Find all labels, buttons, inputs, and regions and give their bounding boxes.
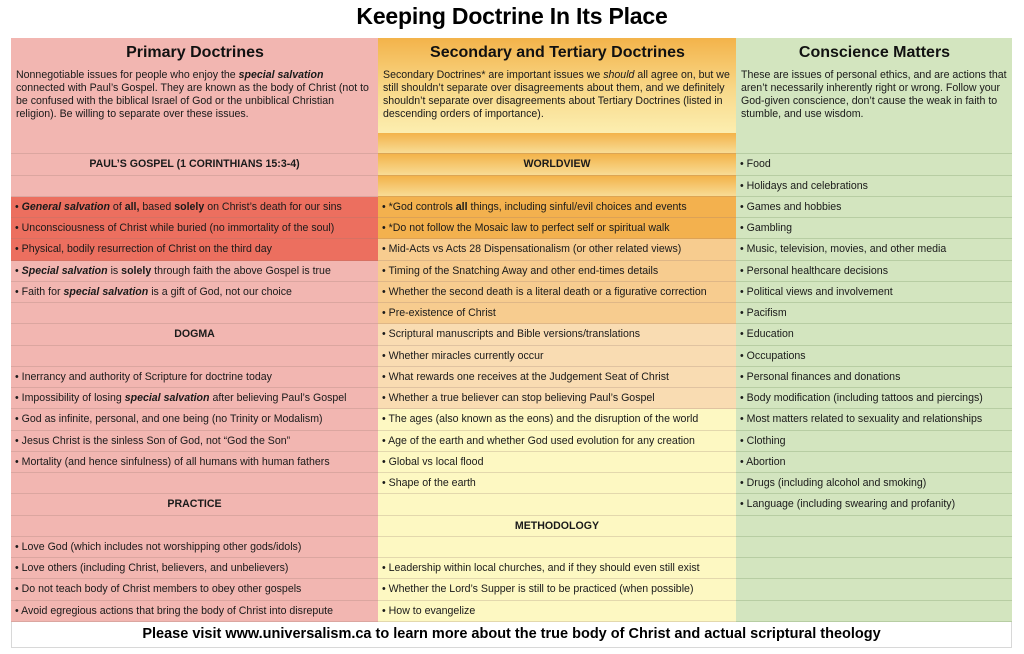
- blank-row: [378, 494, 736, 515]
- list-item: • Inerrancy and authority of Scripture for doctrine today: [11, 367, 378, 388]
- secondary-tertiary-intro: Secondary Doctrines* are important issues we should all agree on, but we still shouldn’t separate over disagreements about them, and we definitely shouldn’t separate over disagreements about Tertiary Doctrines (listed in descending orders of importance).: [383, 69, 730, 120]
- list-item: • Whether miracles currently occur: [378, 346, 736, 367]
- list-item: • Global vs local flood: [378, 452, 736, 473]
- conscience-matters-intro: These are issues of personal ethics, and are actions that aren’t necessarily inherently right or wrong. Follow your God-given conscience, don’t cause the weak in faith to stumble, and use wisdom.: [741, 69, 1007, 120]
- blank-row: [11, 473, 378, 494]
- blank-row: [11, 516, 378, 537]
- list-item: • Timing of the Snatching Away and other end-times details: [378, 261, 736, 282]
- list-item: • Shape of the earth: [378, 473, 736, 494]
- blank-row: [378, 176, 736, 197]
- blank-row: [11, 176, 378, 197]
- blank-row: [11, 133, 378, 154]
- list-item: • Education: [736, 324, 1012, 345]
- list-item: • Do not teach body of Christ members to obey other gospels: [11, 579, 378, 600]
- list-item: • Impossibility of losing special salvation after believing Paul’s Gospel: [11, 388, 378, 409]
- list-item: • God as infinite, personal, and one being (no Trinity or Modalism): [11, 409, 378, 430]
- list-item: • Personal healthcare decisions: [736, 261, 1012, 282]
- blank-row: [11, 303, 378, 324]
- list-item: • Political views and involvement: [736, 282, 1012, 303]
- list-item: • Unconsciousness of Christ while buried (no immortality of the soul): [11, 218, 378, 239]
- list-item: • Mid-Acts vs Acts 28 Dispensationalism (or other related views): [378, 239, 736, 260]
- list-item: • Occupations: [736, 346, 1012, 367]
- list-item: • Games and hobbies: [736, 197, 1012, 218]
- blank-row: [11, 346, 378, 367]
- page-title: Keeping Doctrine In Its Place: [356, 3, 668, 29]
- list-item: • Body modification (including tattoos and piercings): [736, 388, 1012, 409]
- conscience-matters-column: [736, 38, 1012, 622]
- primary-doctrines-column: [11, 38, 378, 622]
- list-item: • Avoid egregious actions that bring the body of Christ into disrepute: [11, 601, 378, 622]
- list-item: • *God controls all things, including sinful/evil choices and events: [378, 197, 736, 218]
- list-item: • Mortality (and hence sinfulness) of all humans with human fathers: [11, 452, 378, 473]
- section-heading-pauls-gospel: PAUL’S GOSPEL (1 CORINTHIANS 15:3-4): [11, 154, 378, 175]
- list-item: • Food: [736, 154, 1012, 175]
- list-item: • Language (including swearing and profanity): [736, 494, 1012, 515]
- list-item: • Jesus Christ is the sinless Son of God, not “God the Son”: [11, 431, 378, 452]
- list-item: • Clothing: [736, 431, 1012, 452]
- blank-row: [378, 133, 736, 154]
- section-heading-worldview: WORLDVIEW: [378, 154, 736, 175]
- primary-doctrines-heading: Primary Doctrines: [126, 44, 264, 61]
- list-item: • Personal finances and donations: [736, 367, 1012, 388]
- list-item: • *Do not follow the Mosaic law to perfect self or spiritual walk: [378, 218, 736, 239]
- list-item: • The ages (also known as the eons) and the disruption of the world: [378, 409, 736, 430]
- list-item: • Abortion: [736, 452, 1012, 473]
- list-item: • Whether the second death is a literal death or a figurative correction: [378, 282, 736, 303]
- list-item: • Pre-existence of Christ: [378, 303, 736, 324]
- list-item: • General salvation of all, based solely on Christ’s death for our sins: [11, 197, 378, 218]
- blank-row: [736, 516, 1012, 537]
- list-item: • Music, television, movies, and other media: [736, 239, 1012, 260]
- conscience-matters-heading: Conscience Matters: [798, 44, 951, 61]
- list-item: • Special salvation is solely through faith the above Gospel is true: [11, 261, 378, 282]
- list-item: • Most matters related to sexuality and relationships: [736, 409, 1012, 430]
- blank-row: [736, 579, 1012, 600]
- primary-doctrines-intro: Nonnegotiable issues for people who enjoy the special salvation connected with Paul’s Gospel. They are known as the body of Christ (not to be confused with the biblical Israel of God or the unbiblical Christian religion). Be willing to separate over these issues.: [16, 69, 369, 120]
- doctrine-table: [11, 38, 1012, 622]
- footer-link-text: Please visit www.universalism.ca to learn more about the true body of Christ and actual scriptural theology: [11, 622, 1012, 648]
- list-item: • Pacifism: [736, 303, 1012, 324]
- list-item: • Whether the Lord’s Supper is still to be practiced (when possible): [378, 579, 736, 600]
- secondary-tertiary-column: [378, 38, 736, 622]
- section-heading-dogma: DOGMA: [11, 324, 378, 345]
- list-item: • Scriptural manuscripts and Bible versions/translations: [378, 324, 736, 345]
- blank-row: [736, 558, 1012, 579]
- list-item: • Leadership within local churches, and if they should even still exist: [378, 558, 736, 579]
- blank-row: [736, 537, 1012, 558]
- list-item: • Drugs (including alcohol and smoking): [736, 473, 1012, 494]
- list-item: • Gambling: [736, 218, 1012, 239]
- secondary-tertiary-header: [378, 38, 736, 133]
- blank-row: [378, 537, 736, 558]
- list-item: • How to evangelize: [378, 601, 736, 622]
- list-item: • Faith for special salvation is a gift of God, not our choice: [11, 282, 378, 303]
- list-item: • What rewards one receives at the Judgement Seat of Christ: [378, 367, 736, 388]
- list-item: • Love God (which includes not worshipping other gods/idols): [11, 537, 378, 558]
- section-heading-methodology: METHODOLOGY: [378, 516, 736, 537]
- list-item: • Age of the earth and whether God used evolution for any creation: [378, 431, 736, 452]
- list-item: • Physical, bodily resurrection of Christ on the third day: [11, 239, 378, 260]
- section-heading-practice: PRACTICE: [11, 494, 378, 515]
- blank-row: [736, 601, 1012, 622]
- primary-doctrines-header: [11, 38, 378, 133]
- list-item: • Holidays and celebrations: [736, 176, 1012, 197]
- conscience-matters-header: [736, 38, 1012, 133]
- list-item: • Whether a true believer can stop believing Paul’s Gospel: [378, 388, 736, 409]
- list-item: • Love others (including Christ, believers, and unbelievers): [11, 558, 378, 579]
- secondary-tertiary-heading: Secondary and Tertiary Doctrines: [430, 44, 685, 61]
- blank-row: [736, 133, 1012, 154]
